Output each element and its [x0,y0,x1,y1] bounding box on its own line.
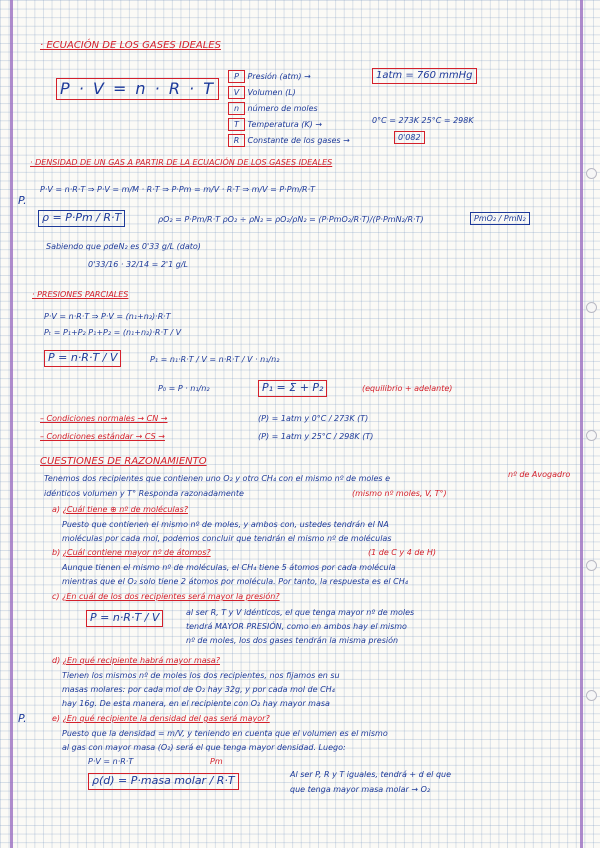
section-title-reasoning: CUESTIONES DE RAZONAMIENTO [40,456,207,467]
standard-conditions-value: (P) = 1atm y 25°C / 298K (T) [258,432,374,441]
density-ratio-line: ρO₂ = P·Pm/R·T ρO₂ ÷ ρN₂ = ρO₂/ρN₂ = (P·PmO₂/R·T)/(P·PmN₂/R·T) [158,215,424,224]
binder-hole [586,690,597,701]
section-title-density: · DENSIDAD DE UN GAS A PARTIR DE LA ECUACIÓN DE LOS GASES IDEALES [30,158,333,167]
binder-hole [586,302,597,313]
right-margin-line [580,0,583,848]
legend-item: R Constante de los gases → [228,134,350,147]
molar-mass-mark: Pm [210,757,223,766]
answer-d: Tienen los mismos nº de moles los dos recipientes, nos fijamos en su [62,671,340,680]
margin-mark: P. [18,712,27,725]
binder-hole [586,168,597,179]
answer-b-aside: (1 de C y 4 de H) [368,548,437,557]
question-a: a) ¿Cuál tiene ⊕ nº de moléculas? [52,505,188,514]
density-given-line: Sabiendo que ρdeN₂ es 0'33 g/L (dato) [46,242,201,251]
answer-b: Aunque tienen el mismo nº de moléculas, el CH₄ tiene 5 átomos por cada molécula [62,563,396,572]
partial-pressure-line: P·V = n·R·T ⇒ P·V = (n₁+n₂)·R·T [44,312,171,321]
answer-c: nº de moles, los dos gases tendrán la misma presión [186,636,399,645]
answer-e: al gas con mayor masa (O₂) será el que tenga mayor densidad. Luego: [62,743,346,752]
density-derivation-line: P·V = n·R·T ⇒ P·V = m/M · R·T ⇒ P·Pm = m/V · R·T ⇒ m/V = P·Pm/R·T [40,185,316,194]
section-title-partial-pressures: · PRESIONES PARCIALES [32,290,129,299]
partial-pressure-line: Pₜ = P₁+P₂ P₁+P₂ = (n₁+n₂)·R·T / V [44,328,182,337]
reasoning-intro-box: (mismo nº moles, V, T°) [352,489,447,498]
normal-conditions-value: (P) = 1atm y 0°C / 273K (T) [258,414,369,423]
ideal-gas-formula: P · V = n · R · T [56,78,219,100]
answer-e-conclusion: que tenga mayor masa molar → O₂ [290,785,431,794]
answer-c: tendrá MAYOR PRESIÓN, como en ambos hay el mismo [186,622,407,631]
pressure-formula-box: P = n·R·T / V [44,350,121,367]
question-e: e) ¿En qué recipiente la densidad del gas será mayor? [52,714,270,723]
left-margin-line [10,0,13,848]
density-formula-e: ρ(d) = P·masa molar / R·T [88,773,239,790]
question-b: b) ¿Cuál contiene mayor nº de átomos? [52,548,211,557]
answer-c: al ser R, T y V idénticos, el que tenga mayor nº de moles [186,608,415,617]
density-calc-line: 0'33/16 · 32/14 = 2'1 g/L [88,260,188,269]
answer-e: Puesto que la densidad = m/V, y teniendo en cuenta que el volumen es el mismo [62,729,388,738]
pressure-conversion: 1atm = 760 mmHg [372,68,477,84]
answer-e-conclusion: Al ser P, R y T iguales, tendrá + d el que [290,770,452,779]
legend-item: T Temperatura (K) → [228,118,322,131]
binder-hole [586,560,597,571]
answer-b: mientras que el O₂ solo tiene 2 átomos por molécula. Por tanto, la respuesta es el CH₄ [62,577,408,586]
answer-e-formula: P·V = n·R·T [88,757,134,766]
molar-mass-ratio: PmO₂ / PmN₂ [470,212,530,225]
legend-item: n número de moles [228,102,318,115]
question-c: c) ¿En cuál de los dos recipientes será mayor la presión? [52,592,280,601]
binder-hole [586,430,597,441]
reasoning-intro: Tenemos dos recipientes que contienen uno O₂ y otro CH₄ con el mismo nº de moles e [44,474,391,483]
question-d: d) ¿En qué recipiente habrá mayor masa? [52,656,220,665]
density-formula-box: ρ = P·Pm / R·T [38,210,125,227]
answer-a: moléculas por cada mol, podemos concluir que tendrán el mismo nº de moléculas [62,534,392,543]
answer-a: Puesto que contienen el mismo nº de moles, y ambos con, ustedes tendrán el NA [62,520,389,529]
legend-item: V Volumen (L) [228,86,296,99]
temperature-conversion: 0°C = 273K 25°C = 298K [372,116,474,125]
answer-d: masas molares: por cada mol de O₂ hay 32g, y por cada mol de CH₄ [62,685,335,694]
standard-conditions-label: – Condiciones estándar → CS → [40,432,165,441]
answer-d: hay 16g. De esta manera, en el recipiente con O₂ hay mayor masa [62,699,330,708]
pressure-sum-box: P₁ = Σ + P₂ [258,380,327,397]
gas-constant-value: 0'082 [394,131,425,144]
legend-item: P Presión (atm) → [228,70,311,83]
normal-conditions-label: – Condiciones normales → CN → [40,414,168,423]
partial-pressure-line: P₁ = n₁·R·T / V = n·R·T / V · n₁/n₂ [150,355,280,364]
avogadro-note: nº de Avogadro [508,470,571,479]
pressure-formula-c: P = n·R·T / V [86,610,163,627]
partial-pressure-line: P₀ = P · n₁/n₂ [158,384,210,393]
pressure-sum-note: (equilibrio + adelante) [362,384,453,393]
reasoning-intro: idénticos volumen y T° Responda razonadamente [44,489,244,498]
margin-mark: P. [18,194,27,207]
section-title-ideal-gas: · ECUACIÓN DE LOS GASES IDEALES [40,40,221,51]
